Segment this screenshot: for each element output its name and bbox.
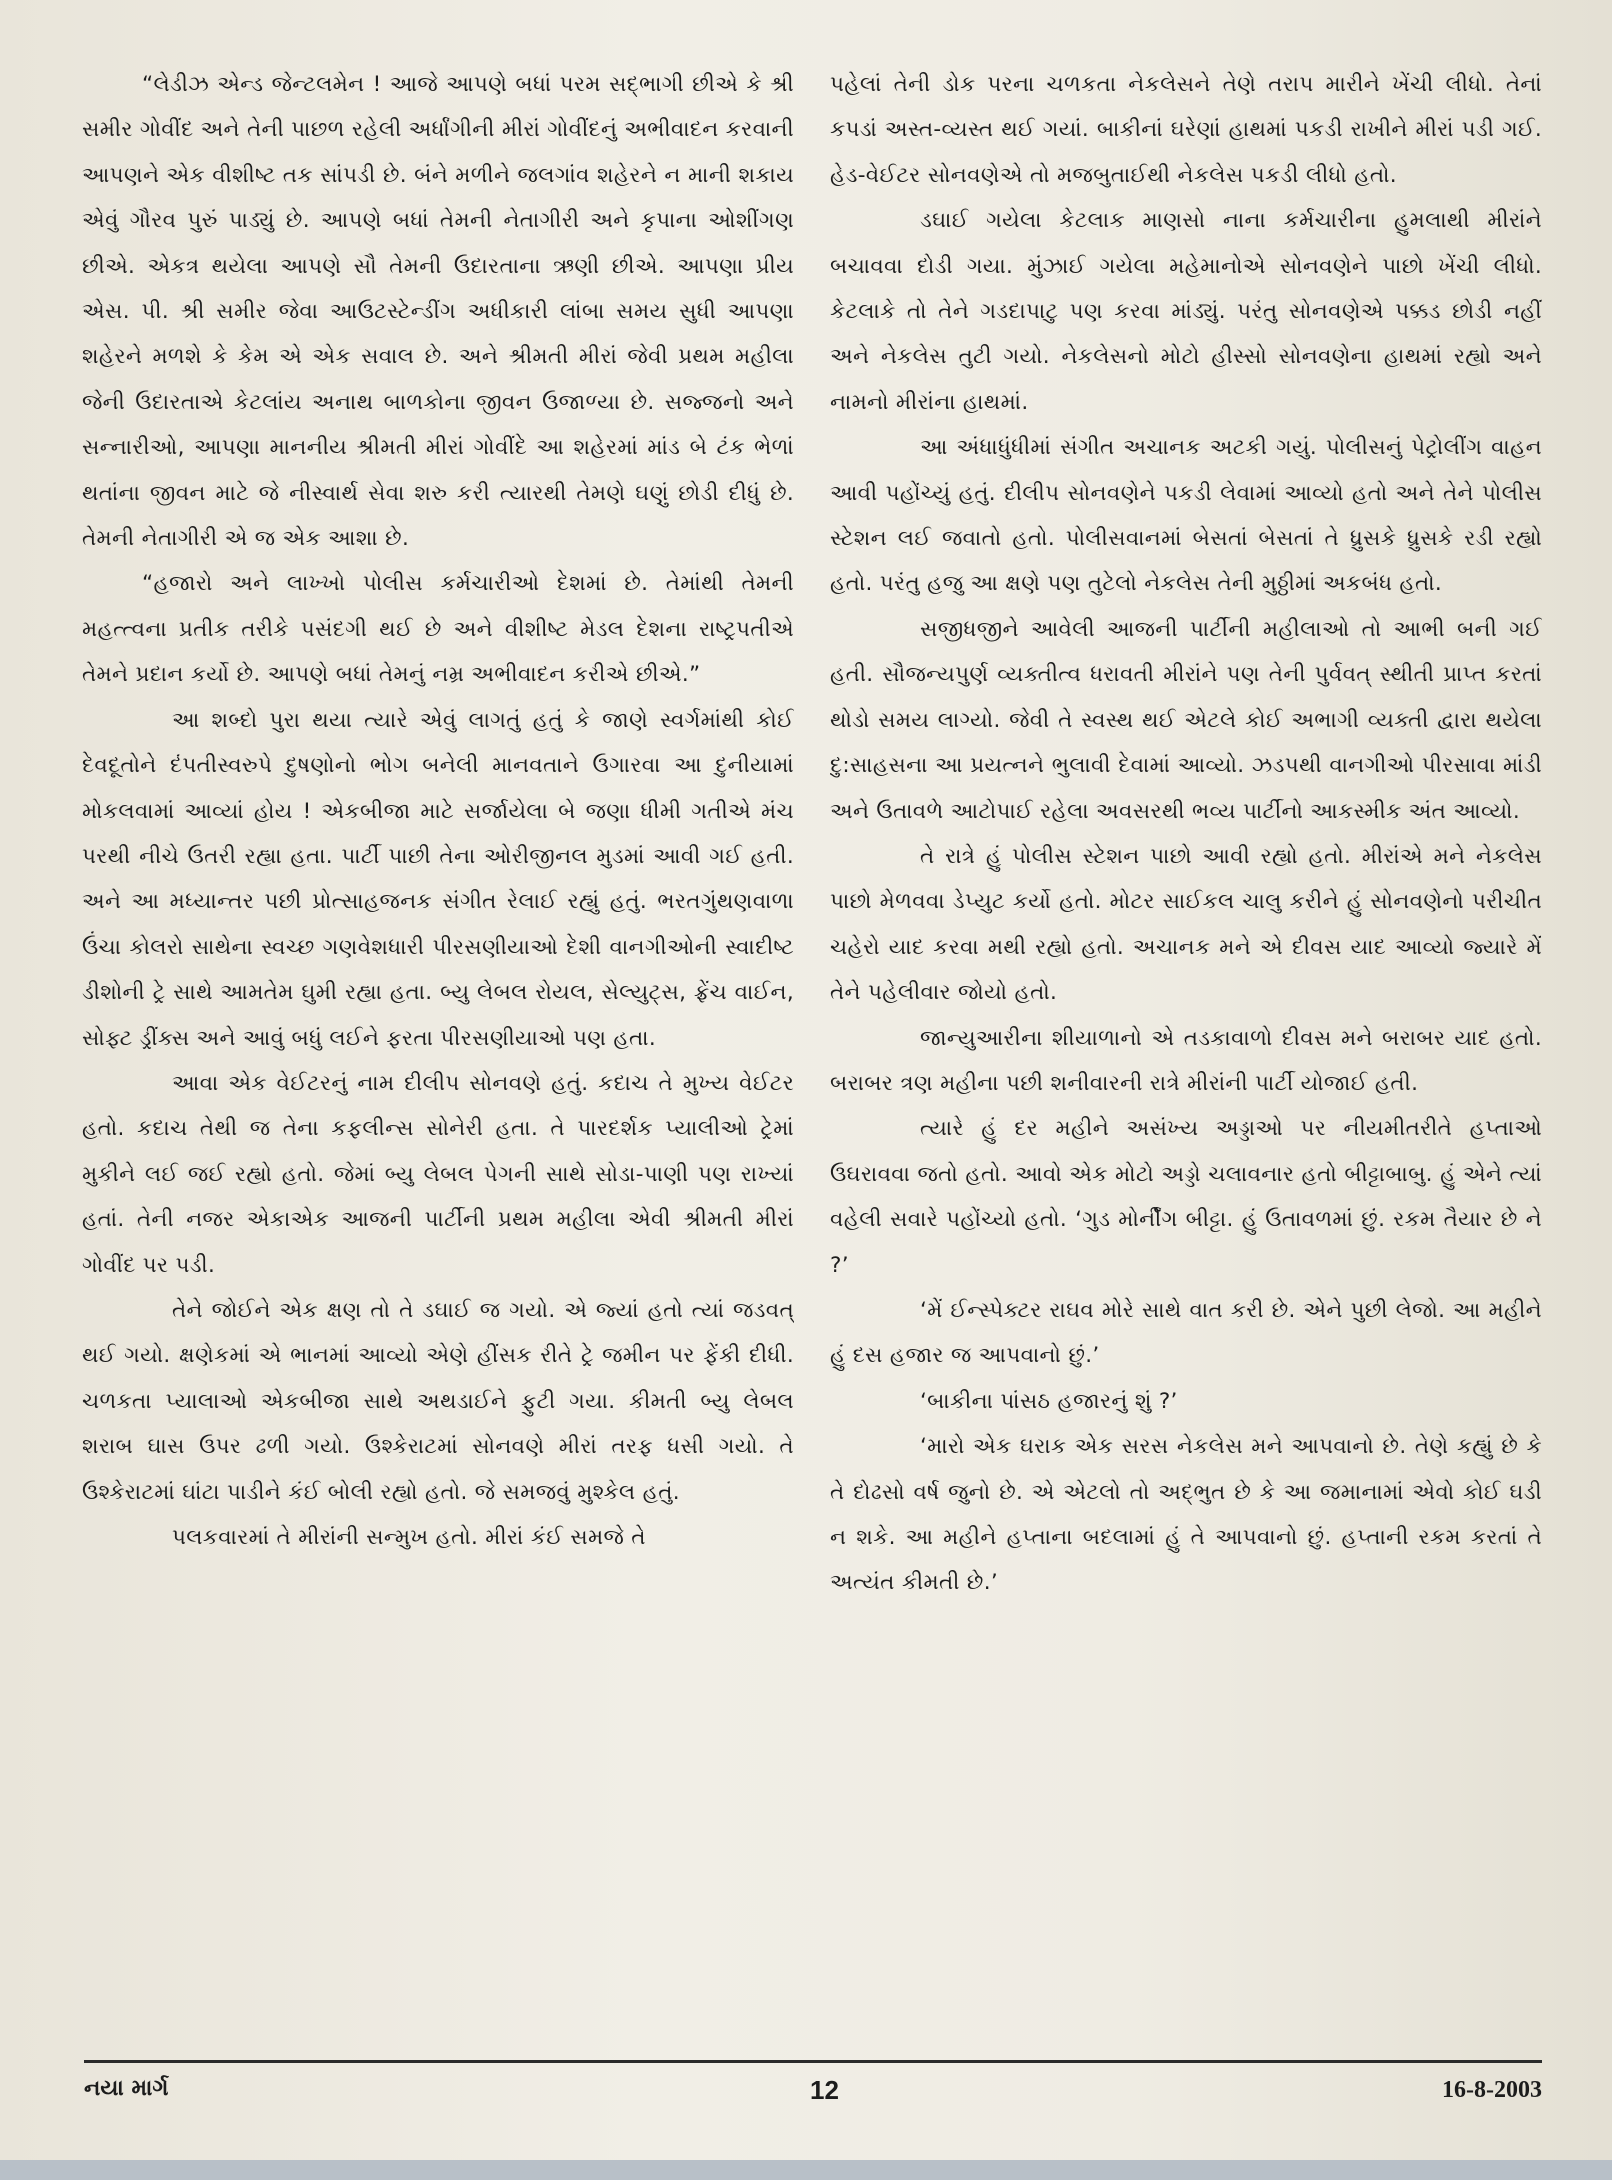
magazine-name: નયા માર્ગ [84, 2075, 169, 2101]
page-footer [84, 2075, 1542, 2135]
paragraph: “હજારો અને લાખ્ખો પોલીસ કર્મચારીઓ દેશમાં છે. તેમાંથી તેમની મહત્ત્વના પ્રતીક તરીકે પસંદગી થઈ છે અને વીશીષ્ટ મેડલ દેશના રાષ્ટ્રપતીએ તેમને પ્રદાન કર્યો છે. આપણે બધાં તેમનું નમ્ર અભીવાદન કરીએ છીએ.” [82, 571, 794, 688]
paragraph: ‘બાકીના પાંસઠ હજારનું શું ?’ [920, 1388, 1178, 1414]
paragraph: જાન્યુઆરીના શીયાળાનો એ તડકાવાળો દીવસ મને બરાબર યાદ હતો. બરાબર ત્રણ મહીના પછી શનીવારની રાત્રે મીરાંની પાર્ટી યોજાઈ હતી. [830, 1025, 1542, 1096]
paragraph: તેને જોઈને એક ક્ષણ તો તે ડઘાઈ જ ગયો. એ જ્યાં હતો ત્યાં જડવત્ થઈ ગયો. ક્ષણેકમાં એ ભાનમાં આવ્યો એણે હીંસક રીતે ટ્રે જમીન પર ફેંકી દીધી. ચળકતા પ્યાલાઓ એકબીજા સાથે અથડાઈને ફુટી ગયા. કીમતી બ્યુ લેબલ શરાબ ઘાસ ઉપર ઢળી ગયો. ઉશ્કેરાટમાં સોનવણે મીરાં તરફ ધસી ગયો. તે ઉશ્કેરાટમાં ઘાંટા પાડીને કંઈ બોલી રહ્યો હતો. જે સમજવું મુશ્કેલ હતું. [82, 1297, 794, 1505]
footer-divider [84, 2060, 1542, 2063]
article-body [82, 62, 1542, 2022]
scan-edge [0, 2160, 1612, 2180]
right-column [830, 62, 1542, 2022]
issue-date: 16-8-2003 [1442, 2077, 1542, 2103]
paragraph: પહેલાં તેની ડોક પરના ચળકતા નેકલેસને તેણે તરાપ મારીને ખેંચી લીધો. તેનાં કપડાં અસ્ત-વ્યસ્ત થઈ ગયાં. બાકીનાં ઘરેણાં હાથમાં પકડી રાખીને મીરાં પડી ગઈ. હેડ-વેઈટર સોનવણેએ તો મજબુતાઈથી નેકલેસ પકડી લીધો હતો. [830, 72, 1542, 188]
page-number: 12 [810, 2075, 839, 2105]
paragraph: આ શબ્દો પુરા થયા ત્યારે એવું લાગતું હતું કે જાણે સ્વર્ગમાંથી કોઈ દેવદૂતોને દંપતીસ્વરુપે દુષણોનો ભોગ બનેલી માનવતાને ઉગારવા આ દુનીયામાં મોકલવામાં આવ્યાં હોય ! એકબીજા માટે સર્જાયેલા બે જણા ધીમી ગતીએ મંચ પરથી નીચે ઉતરી રહ્યા હતા. પાર્ટી પાછી તેના ઓરીજીનલ મુડમાં આવી ગઈ હતી. અને આ મધ્યાન્તર પછી પ્રોત્સાહજનક સંગીત રેલાઈ રહ્યું હતું. ભરતગુંથણવાળા ઉંચા કોલરો સાથેના સ્વચ્છ ગણવેશધારી પીરસણીયાઓ દેશી વાનગીઓની સ્વાદીષ્ટ ડીશોની ટ્રે સાથે આમતેમ ઘુમી રહ્યા હતા. બ્યુ લેબલ રોયલ, સેલ્યુટ્સ, ફ્રેંચ વાઈન, સોફ્ટ ડ્રીંક્સ અને આવું બધું લઈને ફરતા પીરસણીયાઓ પણ હતા. [82, 707, 794, 1051]
paragraph: ‘મેં ઈન્સ્પેક્ટર રાઘવ મોરે સાથે વાત કરી છે. એને પુછી લેજો. આ મહીને હું દસ હજાર જ આપવાનો છું.’ [830, 1297, 1542, 1369]
paragraph: “લેડીઝ એન્ડ જેન્ટલમેન ! આજે આપણે બધાં પરમ સદ્‌ભાગી છીએ કે શ્રી સમીર ગોવીંદ અને તેની પાછળ રહેલી અર્ધાંગીની મીરાં ગોવીંદનું અભીવાદન કરવાની આપણને એક વીશીષ્ટ તક સાંપડી છે. બંને મળીને જલગાંવ શહેરને ન માની શકાય એવું ગૌરવ પુરું પાડ્યું છે. આપણે બધાં તેમની નેતાગીરી અને કૃપાના ઓશીંગણ છીએ. એકત્ર થયેલા આપણે સૌ તેમની ઉદારતાના ઋણી છીએ. આપણા પ્રીય એસ. પી. શ્રી સમીર જેવા આઉટસ્ટેન્ડીંગ અધીકારી લાંબા સમય સુધી આપણા શહેરને મળશે કે કેમ એ એક સવાલ છે. અને શ્રીમતી મીરાં જેવી પ્રથમ મહીલા જેની ઉદારતાએ કેટલાંય અનાથ બાળકોના જીવન ઉજાળ્યા છે. સજ્જનો અને સન્નારીઓ, આપણા માનનીય શ્રીમતી મીરાં ગોવીંદે આ શહેરમાં માંડ બે ટંક ભેળાં થતાંના જીવન માટે જે નીસ્વાર્થ સેવા શરુ કરી ત્યારથી તેમણે ઘણું છોડી દીધું છે. તેમની નેતાગીરી એ જ એક આશા છે. [82, 72, 794, 552]
paragraph: ડઘાઈ ગયેલા કેટલાક માણસો નાના કર્મચારીના હુમલાથી મીરાંને બચાવવા દોડી ગયા. મુંઝાઈ ગયેલા મહેમાનોએ સોનવણેને પાછો ખેંચી લીધો. કેટલાકે તો તેને ગડદાપાટુ પણ કરવા માંડ્યું. પરંતુ સોનવણેએ પક્કડ છોડી નહીં અને નેકલેસ તુટી ગયો. નેકલેસનો મોટો હીસ્સો સોનવણેના હાથમાં રહ્યો અને નામનો મીરાંના હાથમાં. [830, 208, 1542, 415]
paragraph: સજીધજીને આવેલી આજની પાર્ટીની મહીલાઓ તો આભી બની ગઈ હતી. સૌજન્યપુર્ણ વ્યક્તીત્વ ધરાવતી મીરાંને પણ તેની પુર્વવત્ સ્થીતી પ્રાપ્ત કરતાં થોડો સમય લાગ્યો. જેવી તે સ્વસ્થ થઈ એટલે કોઈ અભાગી વ્યક્તી દ્વારા થયેલા દુ:સાહસના આ પ્રયત્નને ભુલાવી દેવામાં આવ્યો. ઝડપથી વાનગીઓ પીરસાવા માંડી અને ઉતાવળે આટોપાઈ રહેલા અવસરથી ભવ્ય પાર્ટીનો આકસ્મીક અંત આવ્યો. [830, 616, 1542, 824]
left-column [82, 62, 794, 2022]
paragraph: ત્યારે હું દર મહીને અસંખ્ય અડ્ડાઓ પર નીયમીતરીતે હપ્તાઓ ઉઘરાવવા જતો હતો. આવો એક મોટો અડ્ડો ચલાવનાર હતો બીટ્ટાબાબુ. હું એને ત્યાં વહેલી સવારે પહોંચ્યો હતો. ‘ગુડ મોર્નીંગ બીટ્ટા. હું ઉતાવળમાં છું. રકમ તૈયાર છે ને ?’ [830, 1116, 1542, 1278]
paragraph: પલકવારમાં તે મીરાંની સન્મુખ હતો. મીરાં કંઈ સમજે તે [172, 1525, 646, 1550]
paragraph: ‘મારો એક ઘરાક એક સરસ નેકલેસ મને આપવાનો છે. તેણે કહ્યું છે કે તે દોઢસો વર્ષ જુનો છે. એ એટલો તો અદ્‌ભુત છે કે આ જમાનામાં એવો કોઈ ઘડી ન શકે. આ મહીને હપ્તાના બદલામાં હું તે આપવાનો છું. હપ્તાની રકમ કરતાં તે અત્યંત કીમતી છે.’ [830, 1434, 1542, 1596]
paragraph: આ અંધાધુંધીમાં સંગીત અચાનક અટકી ગયું. પોલીસનું પેટ્રોલીંગ વાહન આવી પહોંચ્યું હતું. દીલીપ સોનવણેને પકડી લેવામાં આવ્યો હતો અને તેને પોલીસ સ્ટેશન લઈ જવાતો હતો. પોલીસવાનમાં બેસતાં બેસતાં તે ધ્રુસકે ધ્રુસકે રડી રહ્યો હતો. પરંતુ હજુ આ ક્ષણે પણ તુટેલો નેકલેસ તેની મુઠ્ઠીમાં અકબંધ હતો. [830, 435, 1542, 597]
paragraph: તે રાત્રે હું પોલીસ સ્ટેશન પાછો આવી રહ્યો હતો. મીરાંએ મને નેકલેસ પાછો મેળવવા ડેપ્યુટ કર્યો હતો. મોટર સાઈકલ ચાલુ કરીને હું સોનવણેનો પરીચીત ચહેરો યાદ કરવા મથી રહ્યો હતો. અચાનક મને એ દીવસ યાદ આવ્યો જ્યારે મેં તેને પહેલીવાર જોયો હતો. [830, 843, 1542, 1006]
paragraph: આવા એક વેઈટરનું નામ દીલીપ સોનવણે હતું. કદાચ તે મુખ્ય વેઈટર હતો. કદાચ તેથી જ તેના કફલીન્સ સોનેરી હતા. તે પારદર્શક પ્યાલીઓ ટ્રેમાં મુકીને લઈ જઈ રહ્યો હતો. જેમાં બ્યુ લેબલ પેગની સાથે સોડા-પાણી પણ રાખ્યાં હતાં. તેની નજર એકાએક આજની પાર્ટીની પ્રથમ મહીલા એવી શ્રીમતી મીરાં ગોવીંદ પર પડી. [82, 1070, 794, 1278]
